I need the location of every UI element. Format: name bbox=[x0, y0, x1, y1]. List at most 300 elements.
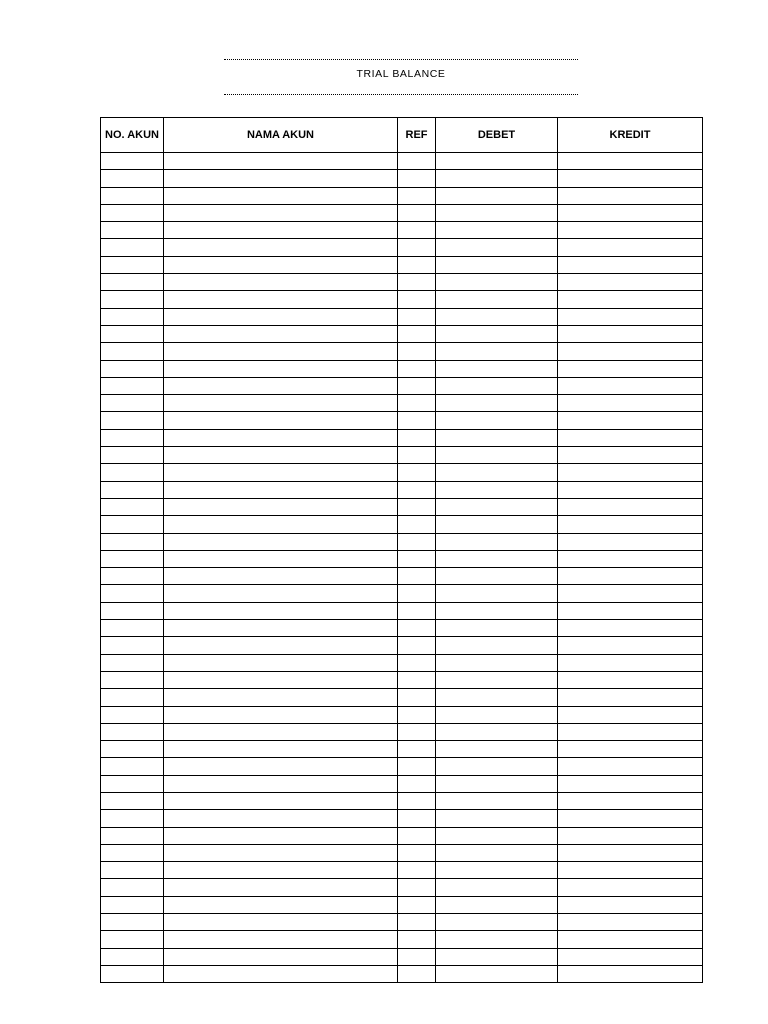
cell-no-akun bbox=[101, 706, 164, 723]
cell-no-akun bbox=[101, 447, 164, 464]
cell-ref bbox=[398, 239, 436, 256]
cell-debet bbox=[436, 879, 558, 896]
cell-debet bbox=[436, 377, 558, 394]
cell-nama-akun bbox=[164, 291, 398, 308]
cell-no-akun bbox=[101, 654, 164, 671]
cell-nama-akun bbox=[164, 844, 398, 861]
cell-ref bbox=[398, 412, 436, 429]
table-row bbox=[101, 948, 703, 965]
cell-nama-akun bbox=[164, 308, 398, 325]
cell-debet bbox=[436, 862, 558, 879]
cell-nama-akun bbox=[164, 274, 398, 291]
cell-ref bbox=[398, 464, 436, 481]
table-body bbox=[101, 153, 703, 983]
cell-kredit bbox=[558, 481, 703, 498]
cell-debet bbox=[436, 689, 558, 706]
cell-kredit bbox=[558, 862, 703, 879]
table-row bbox=[101, 170, 703, 187]
cell-nama-akun bbox=[164, 602, 398, 619]
cell-no-akun bbox=[101, 498, 164, 515]
table-row bbox=[101, 758, 703, 775]
cell-ref bbox=[398, 533, 436, 550]
table-row bbox=[101, 620, 703, 637]
table-row bbox=[101, 706, 703, 723]
cell-no-akun bbox=[101, 775, 164, 792]
cell-kredit bbox=[558, 896, 703, 913]
cell-debet bbox=[436, 429, 558, 446]
cell-nama-akun bbox=[164, 948, 398, 965]
cell-no-akun bbox=[101, 325, 164, 342]
cell-nama-akun bbox=[164, 377, 398, 394]
table-row bbox=[101, 222, 703, 239]
cell-no-akun bbox=[101, 671, 164, 688]
cell-nama-akun bbox=[164, 204, 398, 221]
cell-no-akun bbox=[101, 170, 164, 187]
table-row bbox=[101, 671, 703, 688]
cell-no-akun bbox=[101, 758, 164, 775]
cell-ref bbox=[398, 948, 436, 965]
cell-nama-akun bbox=[164, 481, 398, 498]
cell-debet bbox=[436, 274, 558, 291]
cell-ref bbox=[398, 879, 436, 896]
cell-no-akun bbox=[101, 792, 164, 809]
cell-debet bbox=[436, 343, 558, 360]
cell-no-akun bbox=[101, 948, 164, 965]
cell-debet bbox=[436, 516, 558, 533]
cell-ref bbox=[398, 204, 436, 221]
cell-no-akun bbox=[101, 896, 164, 913]
cell-ref bbox=[398, 585, 436, 602]
table-row bbox=[101, 153, 703, 170]
cell-debet bbox=[436, 706, 558, 723]
cell-kredit bbox=[558, 464, 703, 481]
cell-kredit bbox=[558, 723, 703, 740]
cell-ref bbox=[398, 291, 436, 308]
table-row bbox=[101, 377, 703, 394]
cell-nama-akun bbox=[164, 620, 398, 637]
cell-nama-akun bbox=[164, 585, 398, 602]
column-header-ref: REF bbox=[398, 118, 436, 153]
cell-ref bbox=[398, 274, 436, 291]
cell-no-akun bbox=[101, 343, 164, 360]
cell-nama-akun bbox=[164, 187, 398, 204]
table-row bbox=[101, 429, 703, 446]
cell-kredit bbox=[558, 741, 703, 758]
cell-ref bbox=[398, 965, 436, 982]
cell-nama-akun bbox=[164, 464, 398, 481]
cell-ref bbox=[398, 810, 436, 827]
cell-debet bbox=[436, 810, 558, 827]
cell-ref bbox=[398, 654, 436, 671]
cell-no-akun bbox=[101, 723, 164, 740]
column-header-kredit: KREDIT bbox=[558, 118, 703, 153]
cell-nama-akun bbox=[164, 758, 398, 775]
table-row bbox=[101, 844, 703, 861]
cell-nama-akun bbox=[164, 792, 398, 809]
table-row bbox=[101, 654, 703, 671]
table-row bbox=[101, 896, 703, 913]
table-row bbox=[101, 550, 703, 567]
cell-no-akun bbox=[101, 689, 164, 706]
cell-nama-akun bbox=[164, 706, 398, 723]
cell-no-akun bbox=[101, 550, 164, 567]
cell-debet bbox=[436, 620, 558, 637]
cell-debet bbox=[436, 671, 558, 688]
cell-no-akun bbox=[101, 602, 164, 619]
cell-kredit bbox=[558, 585, 703, 602]
header-dotted-line-top bbox=[224, 59, 578, 60]
cell-ref bbox=[398, 862, 436, 879]
table-row bbox=[101, 256, 703, 273]
table-row bbox=[101, 360, 703, 377]
table-row bbox=[101, 343, 703, 360]
cell-nama-akun bbox=[164, 395, 398, 412]
cell-nama-akun bbox=[164, 568, 398, 585]
cell-no-akun bbox=[101, 187, 164, 204]
cell-no-akun bbox=[101, 395, 164, 412]
cell-debet bbox=[436, 222, 558, 239]
cell-nama-akun bbox=[164, 429, 398, 446]
column-header-debet: DEBET bbox=[436, 118, 558, 153]
cell-ref bbox=[398, 723, 436, 740]
cell-ref bbox=[398, 360, 436, 377]
cell-nama-akun bbox=[164, 827, 398, 844]
table-row bbox=[101, 602, 703, 619]
cell-debet bbox=[436, 602, 558, 619]
cell-nama-akun bbox=[164, 550, 398, 567]
cell-no-akun bbox=[101, 810, 164, 827]
cell-ref bbox=[398, 481, 436, 498]
cell-debet bbox=[436, 447, 558, 464]
cell-no-akun bbox=[101, 204, 164, 221]
cell-debet bbox=[436, 758, 558, 775]
table-row bbox=[101, 810, 703, 827]
cell-ref bbox=[398, 620, 436, 637]
cell-ref bbox=[398, 844, 436, 861]
cell-debet bbox=[436, 412, 558, 429]
cell-nama-akun bbox=[164, 170, 398, 187]
cell-no-akun bbox=[101, 153, 164, 170]
cell-ref bbox=[398, 914, 436, 931]
cell-no-akun bbox=[101, 533, 164, 550]
table-row bbox=[101, 481, 703, 498]
table-row bbox=[101, 498, 703, 515]
cell-debet bbox=[436, 654, 558, 671]
cell-debet bbox=[436, 291, 558, 308]
cell-nama-akun bbox=[164, 671, 398, 688]
document-title: TRIAL BALANCE bbox=[356, 68, 446, 80]
document-header bbox=[224, 59, 578, 96]
cell-ref bbox=[398, 741, 436, 758]
cell-no-akun bbox=[101, 377, 164, 394]
cell-kredit bbox=[558, 827, 703, 844]
cell-debet bbox=[436, 896, 558, 913]
cell-ref bbox=[398, 325, 436, 342]
table-row bbox=[101, 274, 703, 291]
table-row bbox=[101, 204, 703, 221]
cell-kredit bbox=[558, 343, 703, 360]
cell-kredit bbox=[558, 516, 703, 533]
cell-nama-akun bbox=[164, 256, 398, 273]
cell-no-akun bbox=[101, 741, 164, 758]
cell-nama-akun bbox=[164, 498, 398, 515]
cell-ref bbox=[398, 896, 436, 913]
table-row bbox=[101, 689, 703, 706]
cell-nama-akun bbox=[164, 810, 398, 827]
cell-kredit bbox=[558, 671, 703, 688]
cell-ref bbox=[398, 170, 436, 187]
cell-no-akun bbox=[101, 931, 164, 948]
table-row bbox=[101, 464, 703, 481]
cell-ref bbox=[398, 706, 436, 723]
table-row bbox=[101, 741, 703, 758]
cell-kredit bbox=[558, 222, 703, 239]
cell-kredit bbox=[558, 620, 703, 637]
cell-kredit bbox=[558, 689, 703, 706]
cell-no-akun bbox=[101, 965, 164, 982]
cell-no-akun bbox=[101, 274, 164, 291]
table-row bbox=[101, 187, 703, 204]
table-row bbox=[101, 447, 703, 464]
cell-no-akun bbox=[101, 481, 164, 498]
cell-kredit bbox=[558, 170, 703, 187]
cell-ref bbox=[398, 343, 436, 360]
table-row bbox=[101, 533, 703, 550]
cell-kredit bbox=[558, 775, 703, 792]
cell-no-akun bbox=[101, 827, 164, 844]
cell-kredit bbox=[558, 395, 703, 412]
cell-nama-akun bbox=[164, 412, 398, 429]
cell-kredit bbox=[558, 308, 703, 325]
cell-ref bbox=[398, 187, 436, 204]
cell-no-akun bbox=[101, 516, 164, 533]
cell-ref bbox=[398, 637, 436, 654]
cell-kredit bbox=[558, 706, 703, 723]
table-row bbox=[101, 412, 703, 429]
cell-debet bbox=[436, 792, 558, 809]
cell-kredit bbox=[558, 758, 703, 775]
cell-kredit bbox=[558, 412, 703, 429]
cell-no-akun bbox=[101, 879, 164, 896]
cell-nama-akun bbox=[164, 879, 398, 896]
table-row bbox=[101, 325, 703, 342]
cell-nama-akun bbox=[164, 153, 398, 170]
cell-ref bbox=[398, 447, 436, 464]
cell-no-akun bbox=[101, 862, 164, 879]
cell-no-akun bbox=[101, 256, 164, 273]
cell-nama-akun bbox=[164, 862, 398, 879]
cell-kredit bbox=[558, 498, 703, 515]
cell-no-akun bbox=[101, 844, 164, 861]
cell-debet bbox=[436, 187, 558, 204]
cell-kredit bbox=[558, 568, 703, 585]
cell-ref bbox=[398, 568, 436, 585]
cell-debet bbox=[436, 723, 558, 740]
cell-debet bbox=[436, 965, 558, 982]
cell-kredit bbox=[558, 204, 703, 221]
cell-debet bbox=[436, 550, 558, 567]
cell-ref bbox=[398, 222, 436, 239]
cell-kredit bbox=[558, 879, 703, 896]
cell-no-akun bbox=[101, 620, 164, 637]
cell-nama-akun bbox=[164, 775, 398, 792]
cell-ref bbox=[398, 827, 436, 844]
cell-kredit bbox=[558, 360, 703, 377]
cell-kredit bbox=[558, 377, 703, 394]
cell-nama-akun bbox=[164, 222, 398, 239]
table-row bbox=[101, 291, 703, 308]
table-row bbox=[101, 585, 703, 602]
cell-debet bbox=[436, 170, 558, 187]
cell-kredit bbox=[558, 533, 703, 550]
cell-nama-akun bbox=[164, 654, 398, 671]
cell-debet bbox=[436, 395, 558, 412]
cell-ref bbox=[398, 308, 436, 325]
table-row bbox=[101, 395, 703, 412]
cell-ref bbox=[398, 602, 436, 619]
cell-no-akun bbox=[101, 222, 164, 239]
cell-ref bbox=[398, 153, 436, 170]
cell-nama-akun bbox=[164, 325, 398, 342]
cell-debet bbox=[436, 585, 558, 602]
cell-no-akun bbox=[101, 585, 164, 602]
cell-kredit bbox=[558, 637, 703, 654]
cell-kredit bbox=[558, 187, 703, 204]
cell-debet bbox=[436, 568, 558, 585]
cell-no-akun bbox=[101, 412, 164, 429]
table-row bbox=[101, 637, 703, 654]
cell-ref bbox=[398, 516, 436, 533]
cell-ref bbox=[398, 256, 436, 273]
table-row bbox=[101, 879, 703, 896]
table-row bbox=[101, 723, 703, 740]
cell-kredit bbox=[558, 325, 703, 342]
cell-debet bbox=[436, 204, 558, 221]
cell-ref bbox=[398, 429, 436, 446]
cell-no-akun bbox=[101, 239, 164, 256]
cell-nama-akun bbox=[164, 239, 398, 256]
cell-nama-akun bbox=[164, 516, 398, 533]
table-row bbox=[101, 568, 703, 585]
cell-ref bbox=[398, 395, 436, 412]
cell-no-akun bbox=[101, 464, 164, 481]
cell-nama-akun bbox=[164, 965, 398, 982]
cell-debet bbox=[436, 931, 558, 948]
cell-ref bbox=[398, 758, 436, 775]
cell-debet bbox=[436, 844, 558, 861]
cell-kredit bbox=[558, 274, 703, 291]
table-row bbox=[101, 792, 703, 809]
cell-ref bbox=[398, 550, 436, 567]
cell-debet bbox=[436, 153, 558, 170]
cell-ref bbox=[398, 377, 436, 394]
cell-debet bbox=[436, 481, 558, 498]
cell-kredit bbox=[558, 948, 703, 965]
cell-kredit bbox=[558, 792, 703, 809]
cell-no-akun bbox=[101, 568, 164, 585]
table-row bbox=[101, 965, 703, 982]
cell-kredit bbox=[558, 914, 703, 931]
cell-debet bbox=[436, 256, 558, 273]
cell-no-akun bbox=[101, 291, 164, 308]
cell-ref bbox=[398, 689, 436, 706]
cell-nama-akun bbox=[164, 914, 398, 931]
table-row bbox=[101, 862, 703, 879]
cell-debet bbox=[436, 741, 558, 758]
cell-kredit bbox=[558, 256, 703, 273]
cell-nama-akun bbox=[164, 741, 398, 758]
table-row bbox=[101, 775, 703, 792]
cell-no-akun bbox=[101, 914, 164, 931]
cell-nama-akun bbox=[164, 723, 398, 740]
table-row bbox=[101, 827, 703, 844]
cell-nama-akun bbox=[164, 360, 398, 377]
cell-kredit bbox=[558, 447, 703, 464]
column-header-no-akun: NO. AKUN bbox=[101, 118, 164, 153]
cell-ref bbox=[398, 498, 436, 515]
table-row bbox=[101, 931, 703, 948]
cell-debet bbox=[436, 775, 558, 792]
cell-debet bbox=[436, 914, 558, 931]
cell-nama-akun bbox=[164, 689, 398, 706]
cell-debet bbox=[436, 464, 558, 481]
cell-ref bbox=[398, 792, 436, 809]
cell-nama-akun bbox=[164, 533, 398, 550]
table-row bbox=[101, 914, 703, 931]
table-row bbox=[101, 308, 703, 325]
cell-debet bbox=[436, 827, 558, 844]
cell-nama-akun bbox=[164, 343, 398, 360]
cell-ref bbox=[398, 931, 436, 948]
cell-kredit bbox=[558, 965, 703, 982]
cell-kredit bbox=[558, 550, 703, 567]
cell-nama-akun bbox=[164, 896, 398, 913]
cell-no-akun bbox=[101, 308, 164, 325]
cell-nama-akun bbox=[164, 931, 398, 948]
cell-kredit bbox=[558, 602, 703, 619]
cell-ref bbox=[398, 671, 436, 688]
cell-kredit bbox=[558, 654, 703, 671]
cell-debet bbox=[436, 637, 558, 654]
cell-debet bbox=[436, 533, 558, 550]
table-header-row bbox=[101, 118, 703, 153]
column-header-nama-akun: NAMA AKUN bbox=[164, 118, 398, 153]
cell-debet bbox=[436, 308, 558, 325]
cell-debet bbox=[436, 498, 558, 515]
trial-balance-table bbox=[100, 117, 703, 983]
cell-debet bbox=[436, 325, 558, 342]
cell-kredit bbox=[558, 239, 703, 256]
cell-kredit bbox=[558, 810, 703, 827]
cell-kredit bbox=[558, 153, 703, 170]
cell-debet bbox=[436, 948, 558, 965]
table-row bbox=[101, 516, 703, 533]
cell-ref bbox=[398, 775, 436, 792]
cell-kredit bbox=[558, 429, 703, 446]
cell-kredit bbox=[558, 844, 703, 861]
cell-kredit bbox=[558, 291, 703, 308]
cell-no-akun bbox=[101, 429, 164, 446]
cell-no-akun bbox=[101, 637, 164, 654]
table-row bbox=[101, 239, 703, 256]
cell-debet bbox=[436, 360, 558, 377]
cell-nama-akun bbox=[164, 637, 398, 654]
cell-kredit bbox=[558, 931, 703, 948]
cell-no-akun bbox=[101, 360, 164, 377]
cell-nama-akun bbox=[164, 447, 398, 464]
header-dotted-line-bottom bbox=[224, 94, 578, 95]
cell-debet bbox=[436, 239, 558, 256]
